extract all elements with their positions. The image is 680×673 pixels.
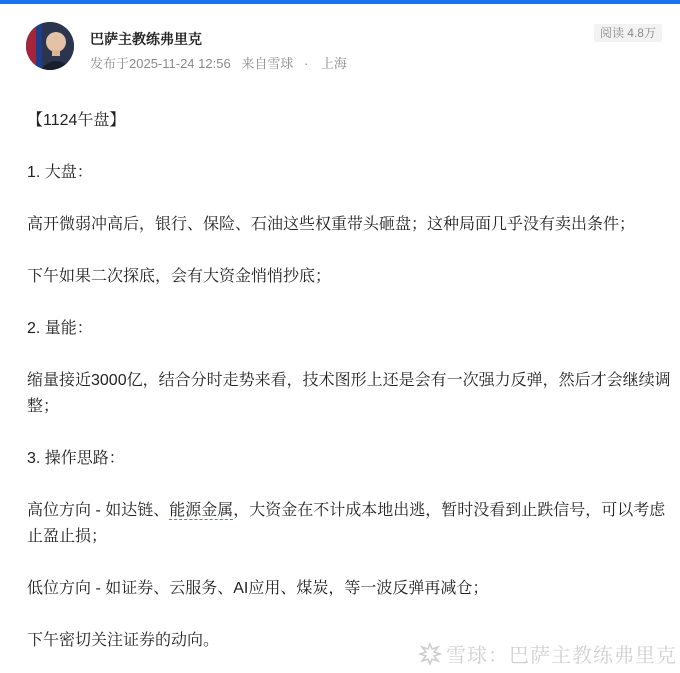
publish-time: 发布于2025-11-24 12:56 — [90, 56, 231, 71]
view-count-badge: 阅读 4.8万 — [594, 24, 662, 42]
paragraph-closing: 下午密切关注证券的动向。 — [27, 632, 220, 649]
paragraph-high-position — [27, 498, 672, 550]
watermark — [418, 639, 677, 667]
xueqiu-logo-icon — [418, 642, 442, 672]
watermark-text: 雪球：巴萨主教练弗里克 — [446, 645, 677, 667]
paragraph-volume: 缩量接近3000亿，结合分时走势来看，技术图形上还是会有一次强力反弹，然后才会继续调整； — [27, 372, 671, 415]
avatar-bald-man-icon[interactable] — [26, 22, 74, 70]
paragraph-market: 高开微弱冲高后，银行、保险、石油这些权重带头砸盘；这种局面几乎没有卖出条件； — [27, 216, 636, 233]
stock-topic-link[interactable]: 能源金属 — [169, 502, 234, 519]
section-heading-volume: 2. 量能： — [27, 320, 93, 337]
post-meta — [90, 53, 354, 72]
author-name[interactable]: 巴萨主教练弗里克 — [90, 31, 202, 47]
section-heading-market: 1. 大盘： — [27, 164, 93, 181]
post-title: 【1124午盘】 — [27, 112, 126, 129]
section-heading-strategy: 3. 操作思路： — [27, 450, 125, 467]
post-location: 上海 — [320, 56, 347, 71]
paragraph-low-position: 低位方向 - 如证券、云服务、AI应用、煤炭，等一波反弹再减仓； — [27, 580, 489, 597]
post-header — [26, 22, 666, 74]
post-content — [27, 108, 672, 654]
top-accent-bar — [0, 0, 680, 4]
high-text-b: ，大资金在不计成本地出逃，暂时没看到止跌信号，可以考虑止盈止损； — [27, 502, 666, 545]
meta-separator: · — [303, 56, 309, 71]
paragraph-afternoon-dip: 下午如果二次探底，会有大资金悄悄抄底； — [27, 268, 332, 285]
post-source: 来自雪球 — [241, 56, 294, 71]
high-text-a: 高位方向 - 如达链、 — [27, 502, 170, 519]
